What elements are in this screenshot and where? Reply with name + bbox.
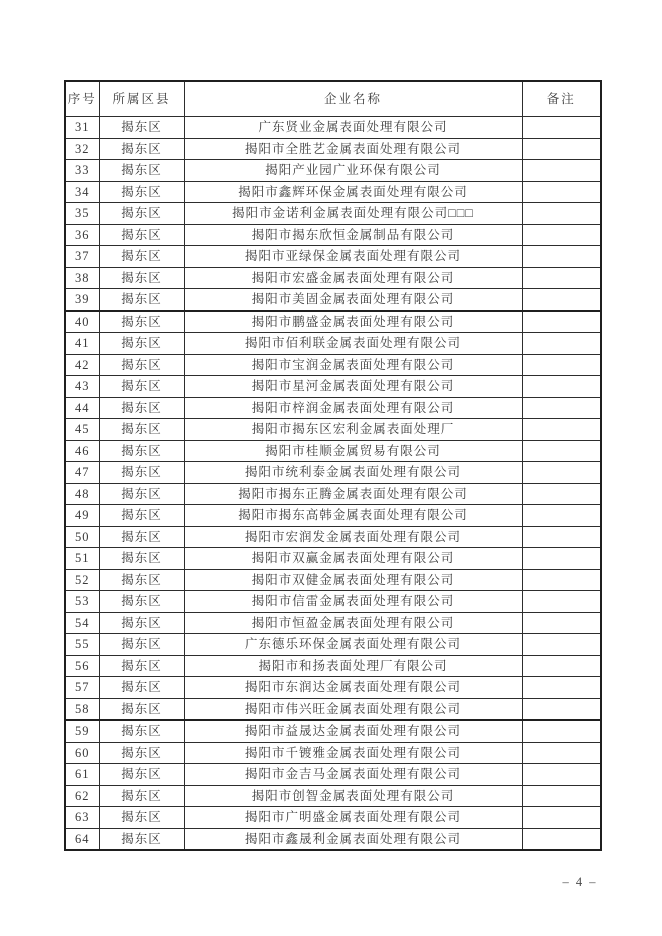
table-row (65, 677, 601, 699)
page-number: – 4 – (562, 875, 598, 889)
table-row (65, 267, 601, 289)
company-name-cell: 揭阳市美固金属表面处理有限公司 (184, 289, 522, 311)
remark-cell (522, 440, 601, 462)
remark-cell (522, 612, 601, 634)
remark-cell (522, 828, 601, 850)
remark-cell (522, 548, 601, 570)
district-cell: 揭东区 (99, 354, 184, 376)
row-index-cell: 39 (65, 289, 99, 311)
remark-cell (522, 591, 601, 613)
row-index-cell: 64 (65, 828, 99, 850)
district-cell: 揭东区 (99, 311, 184, 333)
table-row (65, 548, 601, 570)
col-header-remark: 备注 (522, 81, 601, 117)
row-index-cell: 56 (65, 655, 99, 677)
company-name-cell: 揭阳市全胜艺金属表面处理有限公司 (184, 138, 522, 160)
table-row (65, 591, 601, 613)
table-row (65, 311, 601, 333)
table-row (65, 764, 601, 786)
row-index-cell: 53 (65, 591, 99, 613)
row-index-cell: 44 (65, 397, 99, 419)
table-row (65, 828, 601, 850)
header-row (65, 81, 601, 117)
remark-cell (522, 505, 601, 527)
company-name-cell: 揭阳市亚绿保金属表面处理有限公司 (184, 246, 522, 268)
company-name-cell: 揭阳市双健金属表面处理有限公司 (184, 569, 522, 591)
district-cell: 揭东区 (99, 720, 184, 742)
row-index-cell: 59 (65, 720, 99, 742)
row-index-cell: 38 (65, 267, 99, 289)
row-index-cell: 31 (65, 117, 99, 139)
table-row (65, 655, 601, 677)
company-name-cell: 揭阳市益晟达金属表面处理有限公司 (184, 720, 522, 742)
remark-cell (522, 742, 601, 764)
row-index-cell: 62 (65, 785, 99, 807)
district-cell: 揭东区 (99, 569, 184, 591)
company-name-cell: 揭阳市金诺利金属表面处理有限公司□□□ (184, 203, 522, 225)
row-index-cell: 47 (65, 462, 99, 484)
company-name-cell: 揭阳市恒盈金属表面处理有限公司 (184, 612, 522, 634)
table-row (65, 117, 601, 139)
district-cell: 揭东区 (99, 289, 184, 311)
district-cell: 揭东区 (99, 181, 184, 203)
row-index-cell: 50 (65, 526, 99, 548)
table-row (65, 698, 601, 720)
row-index-cell: 52 (65, 569, 99, 591)
district-cell: 揭东区 (99, 483, 184, 505)
table-row (65, 505, 601, 527)
remark-cell (522, 655, 601, 677)
table-row (65, 138, 601, 160)
district-cell: 揭东区 (99, 548, 184, 570)
remark-cell (522, 333, 601, 355)
row-index-cell: 51 (65, 548, 99, 570)
table-row (65, 483, 601, 505)
remark-cell (522, 203, 601, 225)
company-name-cell: 揭阳市信雷金属表面处理有限公司 (184, 591, 522, 613)
row-index-cell: 49 (65, 505, 99, 527)
district-cell: 揭东区 (99, 828, 184, 850)
table-row (65, 807, 601, 829)
table-row (65, 526, 601, 548)
district-cell: 揭东区 (99, 785, 184, 807)
company-name-cell: 揭阳市揭东高韩金属表面处理有限公司 (184, 505, 522, 527)
district-cell: 揭东区 (99, 677, 184, 699)
district-cell: 揭东区 (99, 138, 184, 160)
district-cell: 揭东区 (99, 698, 184, 720)
company-name-cell: 揭阳市伟兴旺金属表面处理有限公司 (184, 698, 522, 720)
table-row (65, 333, 601, 355)
district-cell: 揭东区 (99, 764, 184, 786)
company-name-cell: 揭阳市宝润金属表面处理有限公司 (184, 354, 522, 376)
table-row (65, 160, 601, 182)
remark-cell (522, 376, 601, 398)
table-row (65, 720, 601, 742)
remark-cell (522, 677, 601, 699)
district-cell: 揭东区 (99, 462, 184, 484)
district-cell: 揭东区 (99, 591, 184, 613)
remark-cell (522, 785, 601, 807)
remark-cell (522, 764, 601, 786)
table-row (65, 397, 601, 419)
remark-cell (522, 397, 601, 419)
company-name-cell: 广东贤业金属表面处理有限公司 (184, 117, 522, 139)
row-index-cell: 58 (65, 698, 99, 720)
table-row (65, 785, 601, 807)
table-row (65, 181, 601, 203)
district-cell: 揭东区 (99, 419, 184, 441)
table-row (65, 612, 601, 634)
table-row (65, 224, 601, 246)
row-index-cell: 46 (65, 440, 99, 462)
row-index-cell: 54 (65, 612, 99, 634)
remark-cell (522, 569, 601, 591)
company-name-cell: 揭阳市千镀雅金属表面处理有限公司 (184, 742, 522, 764)
table-row (65, 440, 601, 462)
row-index-cell: 36 (65, 224, 99, 246)
remark-cell (522, 462, 601, 484)
table-row (65, 203, 601, 225)
remark-cell (522, 720, 601, 742)
district-cell: 揭东区 (99, 634, 184, 656)
row-index-cell: 35 (65, 203, 99, 225)
table-row (65, 419, 601, 441)
district-cell: 揭东区 (99, 526, 184, 548)
row-index-cell: 55 (65, 634, 99, 656)
district-cell: 揭东区 (99, 203, 184, 225)
remark-cell (522, 526, 601, 548)
remark-cell (522, 419, 601, 441)
company-name-cell: 揭阳市和扬表面处理厂有限公司 (184, 655, 522, 677)
table-row (65, 354, 601, 376)
district-cell: 揭东区 (99, 440, 184, 462)
company-name-cell: 揭阳市创智金属表面处理有限公司 (184, 785, 522, 807)
row-index-cell: 40 (65, 311, 99, 333)
remark-cell (522, 311, 601, 333)
company-name-cell: 揭阳市桂顺金属贸易有限公司 (184, 440, 522, 462)
remark-cell (522, 224, 601, 246)
remark-cell (522, 267, 601, 289)
remark-cell (522, 698, 601, 720)
company-name-cell: 揭阳市鑫晟利金属表面处理有限公司 (184, 828, 522, 850)
row-index-cell: 61 (65, 764, 99, 786)
company-name-cell: 揭阳市揭东正腾金属表面处理有限公司 (184, 483, 522, 505)
row-index-cell: 33 (65, 160, 99, 182)
company-name-cell: 揭阳市宏盛金属表面处理有限公司 (184, 267, 522, 289)
row-index-cell: 43 (65, 376, 99, 398)
row-index-cell: 32 (65, 138, 99, 160)
company-name-cell: 广东德乐环保金属表面处理有限公司 (184, 634, 522, 656)
table-row (65, 569, 601, 591)
company-name-cell: 揭阳市梓润金属表面处理有限公司 (184, 397, 522, 419)
table-body (65, 117, 601, 851)
company-name-cell: 揭阳市广明盛金属表面处理有限公司 (184, 807, 522, 829)
row-index-cell: 48 (65, 483, 99, 505)
col-header-index: 序号 (65, 81, 99, 117)
district-cell: 揭东区 (99, 160, 184, 182)
district-cell: 揭东区 (99, 246, 184, 268)
table-row (65, 376, 601, 398)
remark-cell (522, 483, 601, 505)
remark-cell (522, 138, 601, 160)
remark-cell (522, 181, 601, 203)
company-name-cell: 揭阳市揭东区宏利金属表面处理厂 (184, 419, 522, 441)
table-row (65, 742, 601, 764)
company-name-cell: 揭阳市宏润发金属表面处理有限公司 (184, 526, 522, 548)
row-index-cell: 37 (65, 246, 99, 268)
district-cell: 揭东区 (99, 397, 184, 419)
table-header (65, 81, 601, 117)
row-index-cell: 63 (65, 807, 99, 829)
district-cell: 揭东区 (99, 655, 184, 677)
company-name-cell: 揭阳市双赢金属表面处理有限公司 (184, 548, 522, 570)
company-name-cell: 揭阳市鹏盛金属表面处理有限公司 (184, 311, 522, 333)
remark-cell (522, 807, 601, 829)
district-cell: 揭东区 (99, 612, 184, 634)
district-cell: 揭东区 (99, 807, 184, 829)
company-name-cell: 揭阳市金吉马金属表面处理有限公司 (184, 764, 522, 786)
company-table (64, 80, 602, 851)
table-row (65, 634, 601, 656)
district-cell: 揭东区 (99, 267, 184, 289)
company-name-cell: 揭阳市统利泰金属表面处理有限公司 (184, 462, 522, 484)
row-index-cell: 45 (65, 419, 99, 441)
table-row (65, 289, 601, 311)
remark-cell (522, 634, 601, 656)
remark-cell (522, 117, 601, 139)
remark-cell (522, 246, 601, 268)
col-header-company: 企业名称 (184, 81, 522, 117)
company-name-cell: 揭阳市佰利联金属表面处理有限公司 (184, 333, 522, 355)
remark-cell (522, 289, 601, 311)
district-cell: 揭东区 (99, 224, 184, 246)
district-cell: 揭东区 (99, 333, 184, 355)
company-name-cell: 揭阳市东润达金属表面处理有限公司 (184, 677, 522, 699)
table-row (65, 246, 601, 268)
district-cell: 揭东区 (99, 376, 184, 398)
district-cell: 揭东区 (99, 117, 184, 139)
company-name-cell: 揭阳市星河金属表面处理有限公司 (184, 376, 522, 398)
row-index-cell: 60 (65, 742, 99, 764)
district-cell: 揭东区 (99, 505, 184, 527)
district-cell: 揭东区 (99, 742, 184, 764)
company-name-cell: 揭阳市揭东欣恒金属制品有限公司 (184, 224, 522, 246)
row-index-cell: 57 (65, 677, 99, 699)
remark-cell (522, 354, 601, 376)
row-index-cell: 41 (65, 333, 99, 355)
row-index-cell: 42 (65, 354, 99, 376)
col-header-district: 所属区县 (99, 81, 184, 117)
remark-cell (522, 160, 601, 182)
company-name-cell: 揭阳市鑫辉环保金属表面处理有限公司 (184, 181, 522, 203)
company-name-cell: 揭阳产业园广业环保有限公司 (184, 160, 522, 182)
table-row (65, 462, 601, 484)
row-index-cell: 34 (65, 181, 99, 203)
